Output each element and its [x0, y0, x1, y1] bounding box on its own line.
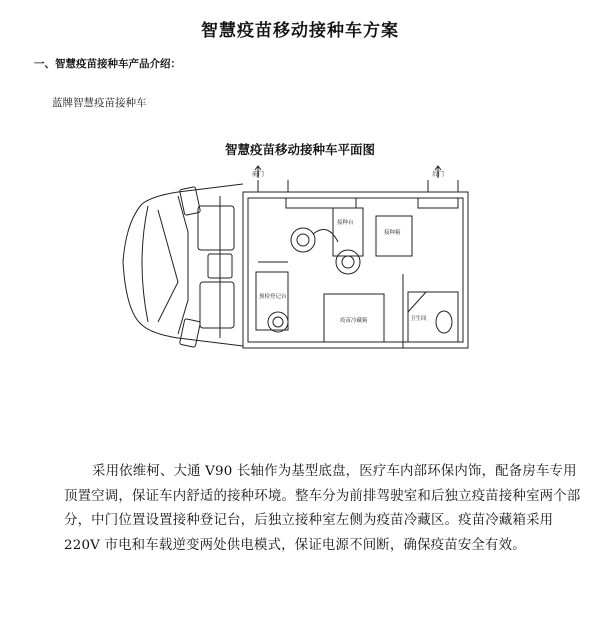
body-outline	[243, 192, 468, 348]
registration-label: 预检登记台	[259, 294, 287, 300]
document-title: 智慧疫苗移动接种车方案	[201, 21, 399, 41]
floor-plan-drawing	[108, 162, 480, 372]
section-heading: 一、智慧疫苗接种车产品介绍：	[34, 58, 181, 70]
reception-desk-label: 接种台	[337, 220, 354, 226]
floor-plan-title: 智慧疫苗移动接种车平面图	[224, 142, 375, 157]
vaccine-box-label: 接种箱	[384, 230, 401, 236]
right-mirror	[179, 319, 200, 348]
chair	[291, 228, 315, 252]
vehicle-model-label: 蓝牌智慧疫苗接种车	[52, 97, 147, 109]
front-door-label: 前门	[252, 171, 265, 178]
vaccine-fridge-label: 疫苗冷藏箱	[340, 318, 368, 324]
vaccine-box	[376, 216, 412, 256]
reception-desk	[333, 208, 363, 256]
rear-door-label: 后门	[432, 171, 445, 178]
description-text: 采用依维柯、大通 V90 长轴作为基型底盘，医疗车内部环保内饰，配备房车专用顶置空调，保证车内舒适的接种环境。整车分为前排驾驶室和后独立疫苗接种室两个部分，中门位置设置接种登记台，后独立接种室左侧为疫苗冷藏区。疫苗冷藏箱采用 220V 市电和车载逆变两处供电模式，保证电源不间断，确保疫苗安全有效。	[64, 464, 581, 553]
toilet-label: 卫生间	[410, 316, 427, 322]
description-paragraph	[64, 460, 584, 558]
